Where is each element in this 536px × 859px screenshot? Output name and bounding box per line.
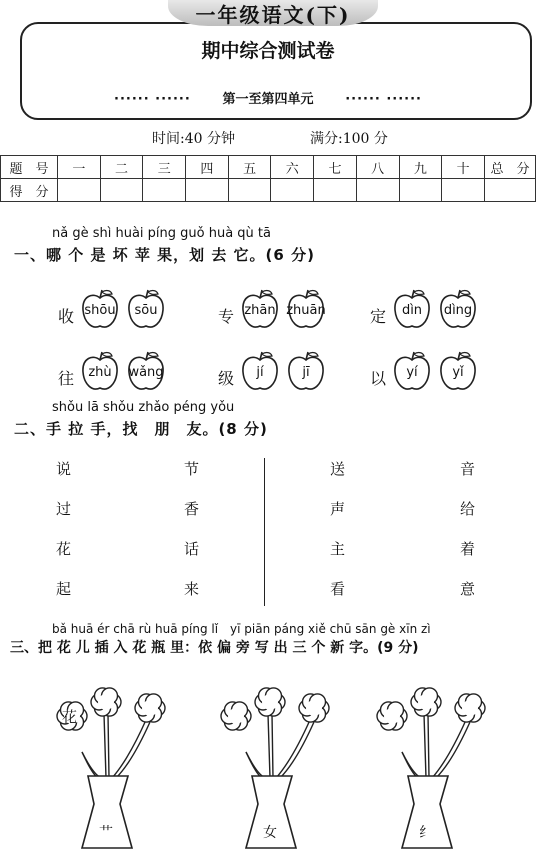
q2-left-char[interactable]: 节 [184, 460, 200, 478]
score-cell[interactable] [58, 179, 101, 202]
col-header: 四 [186, 156, 229, 179]
flower-vase [366, 680, 486, 855]
apple-pinyin: yí [406, 365, 418, 380]
q2-right-char[interactable]: 意 [460, 580, 476, 598]
q2-left-char[interactable]: 过 [56, 500, 72, 518]
apple-pinyin: sōu [134, 303, 158, 318]
score-cell[interactable] [314, 179, 357, 202]
q2-right-char[interactable]: 着 [460, 540, 476, 558]
q1-character: 收 [58, 307, 75, 326]
q2-left-char[interactable]: 花 [56, 540, 72, 558]
apple-option[interactable] [438, 288, 478, 332]
q2-right-char[interactable]: 看 [330, 580, 346, 598]
apple-pinyin: shōu [84, 303, 116, 318]
banner-title: 一年级语文(下) [168, 0, 378, 26]
q1-character: 以 [370, 369, 387, 388]
q1-heading: 一、哪 个 是 坏 苹 果，划 去 它。(6 分) [14, 246, 315, 264]
col-header: 二 [100, 156, 143, 179]
apple-option[interactable] [240, 350, 280, 394]
apple-option[interactable] [286, 350, 326, 394]
row-label: 得 分 [1, 179, 58, 202]
vase-radical: 纟 [419, 825, 433, 841]
apple-option[interactable] [438, 350, 478, 394]
apple-pinyin: zhù [88, 365, 112, 380]
score-table-score-row [1, 179, 536, 202]
q1-character: 级 [218, 369, 235, 388]
score-cell[interactable] [186, 179, 229, 202]
full-score-label: 满分:100 分 [310, 131, 388, 147]
score-cell[interactable] [271, 179, 314, 202]
score-table [0, 155, 536, 202]
score-cell[interactable] [399, 179, 442, 202]
apple-option[interactable] [240, 288, 280, 332]
q2-left-char[interactable]: 说 [56, 460, 72, 478]
score-table-header-row [1, 156, 536, 179]
flower-character[interactable]: 花 [62, 708, 78, 726]
col-header: 七 [314, 156, 357, 179]
col-header: 六 [271, 156, 314, 179]
apple-pinyin: yǐ [452, 365, 464, 380]
col-header: 五 [228, 156, 271, 179]
apple-option[interactable] [392, 288, 432, 332]
apple-pinyin: zhān [244, 303, 276, 318]
q2-left-char[interactable]: 香 [184, 500, 200, 518]
q2-right-char[interactable]: 送 [330, 460, 346, 478]
subtitle-row [0, 88, 536, 107]
q2-right-char[interactable]: 主 [330, 540, 346, 558]
q2-right-char[interactable]: 声 [330, 500, 346, 518]
dots-right: ······ ······ [345, 92, 422, 107]
score-cell[interactable] [228, 179, 271, 202]
apple-option[interactable] [126, 288, 166, 332]
total-header: 总 分 [485, 156, 536, 179]
flower-vase [46, 680, 166, 855]
apple-option[interactable] [80, 350, 120, 394]
q2-right-char[interactable]: 音 [460, 460, 476, 478]
q1-pinyin: nǎ gè shì huài píng guǒ huà qù tā [52, 226, 271, 241]
q1-character: 往 [58, 369, 75, 388]
apple-option[interactable] [126, 350, 166, 394]
q3-heading: 三、把 花 儿 插 入 花 瓶 里：依 偏 旁 写 出 三 个 新 字。(9 分) [10, 640, 419, 656]
time-label: 时间:40 分钟 [152, 131, 235, 147]
score-cell[interactable] [100, 179, 143, 202]
row-label: 题 号 [1, 156, 58, 179]
page-title: 期中综合测试卷 [201, 40, 335, 62]
apple-option[interactable] [392, 350, 432, 394]
flower-vase [210, 680, 330, 855]
subtitle: 第一至第四单元 [222, 92, 314, 107]
q1-character: 专 [218, 307, 235, 326]
vase-radical: 艹 [99, 825, 113, 841]
apple-pinyin: zhuān [286, 303, 326, 318]
q2-left-char[interactable]: 话 [184, 540, 200, 558]
apple-pinyin: wǎng [128, 365, 164, 380]
apple-option[interactable] [286, 288, 326, 332]
total-cell[interactable] [485, 179, 536, 202]
score-cell[interactable] [143, 179, 186, 202]
col-header: 一 [58, 156, 101, 179]
dots-left: ······ ······ [114, 92, 191, 107]
apple-option[interactable] [80, 288, 120, 332]
q3-pinyin: bǎ huā ér chā rù huā píng lǐ yī piān páng xiě chū sān gè xīn zì [52, 622, 431, 636]
col-header: 十 [442, 156, 485, 179]
score-cell[interactable] [356, 179, 399, 202]
apple-pinyin: jí [256, 365, 264, 380]
q2-heading: 二、手 拉 手，找 朋 友。(8 分) [14, 420, 268, 438]
col-header: 九 [399, 156, 442, 179]
q2-left-char[interactable]: 起 [56, 580, 72, 598]
q2-right-char[interactable]: 给 [460, 500, 476, 518]
q2-pinyin: shǒu lā shǒu zhǎo péng yǒu [52, 400, 235, 415]
col-header: 三 [143, 156, 186, 179]
q1-character: 定 [370, 307, 387, 326]
score-cell[interactable] [442, 179, 485, 202]
apple-pinyin: jī [302, 365, 310, 380]
col-header: 八 [356, 156, 399, 179]
q2-divider [264, 458, 265, 606]
apple-pinyin: dìng [443, 303, 473, 318]
vase-radical: 女 [263, 825, 277, 841]
q2-left-char[interactable]: 来 [184, 580, 200, 598]
apple-pinyin: dìn [401, 303, 423, 318]
